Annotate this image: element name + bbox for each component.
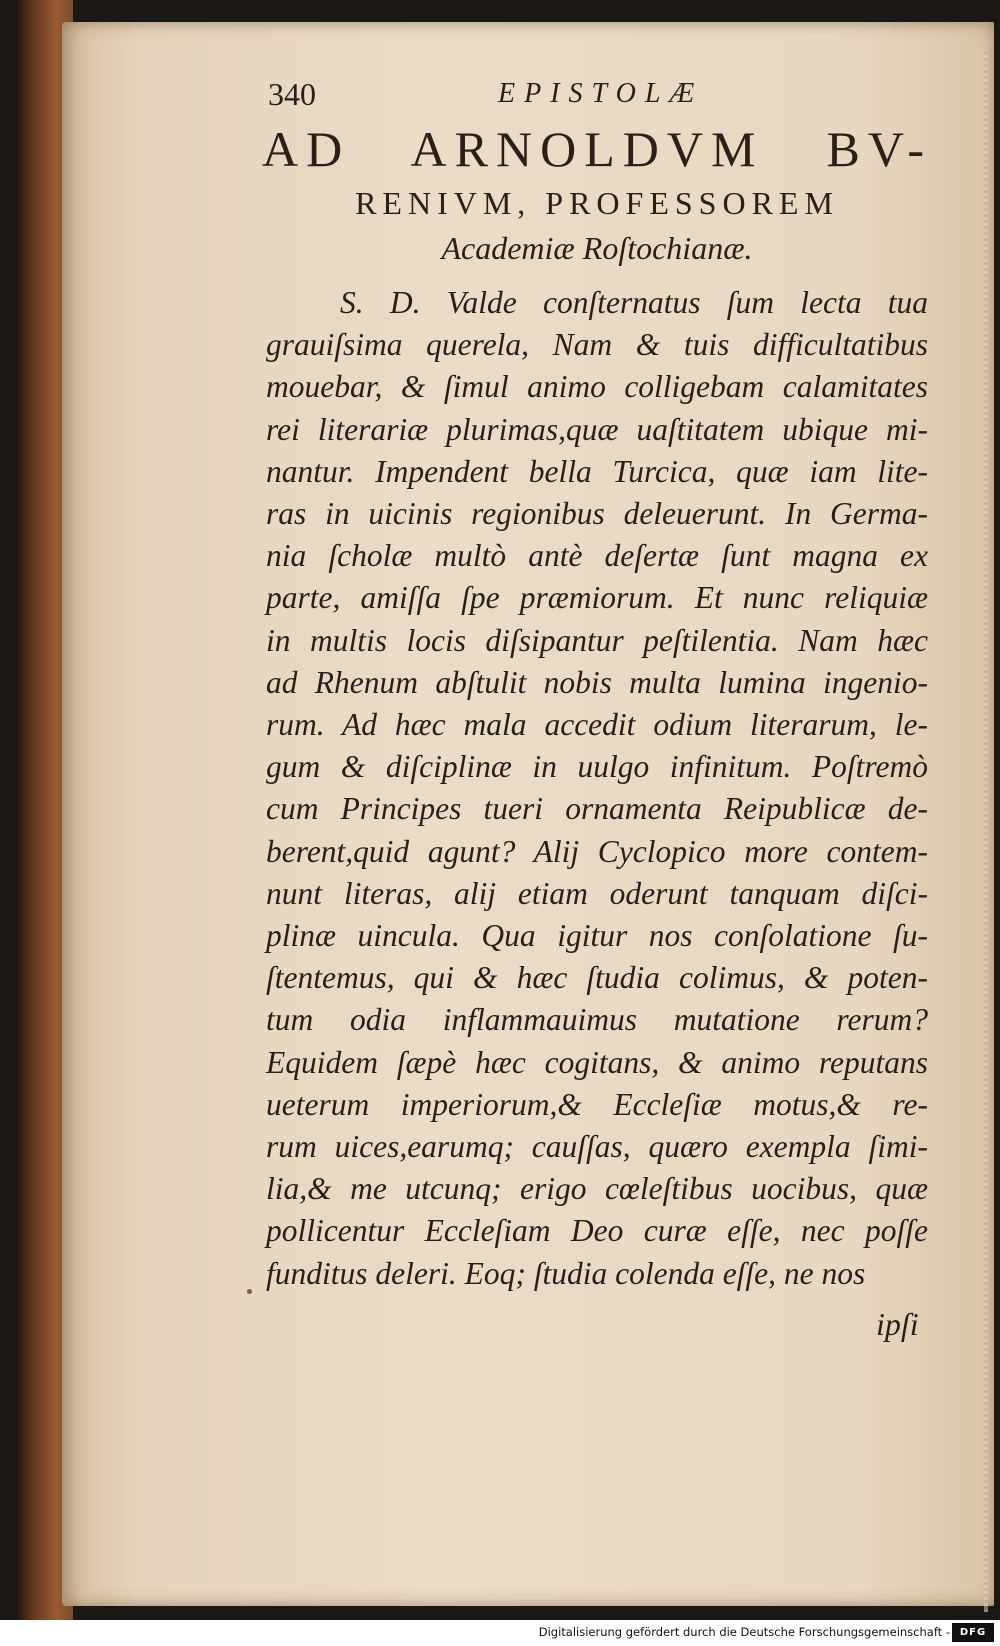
text-line: nunt literas, alij etiam oderunt tanquam diſci- — [266, 875, 928, 911]
text-line: rei literariæ plurimas,quæ uaſtitatem ubique mi- — [266, 411, 928, 447]
text-line: in multis locis diſsipantur peſtilentia. Nam hæc — [266, 622, 928, 658]
heading-line-3: Academiæ Roſtochianæ. — [441, 230, 753, 266]
text-line: rum. Ad hæc mala accedit odium literarum, le- — [266, 707, 928, 743]
text-line: plinæ uincula. Qua igitur nos conſolatione ſu- — [266, 918, 928, 954]
text-line: S. D. Valde conſternatus ſum lecta tua — [340, 285, 928, 320]
running-title: EPISTOLÆ — [498, 78, 704, 109]
heading-line-1: AD ARNOLDVM BV- — [262, 121, 932, 177]
running-head — [268, 76, 928, 116]
heading-line-2: RENIVM, PROFESSOREM — [355, 185, 839, 221]
catchword: ipſi — [876, 1306, 919, 1342]
text-line: pollicentur Eccleſiam Deo curæ eſſe, nec poſſe — [266, 1213, 928, 1249]
text-line: gum & diſciplinæ in uulgo infinitum. Poſtremò — [266, 749, 928, 785]
text-line: berent,quid agunt? Alij Cyclopico more contem- — [266, 833, 928, 869]
text-line: tum odia inflammauimus mutatione rerum? — [266, 1002, 928, 1038]
text-line: funditus deleri. Eoq; ſtudia colenda eſſe, ne nos — [266, 1255, 866, 1291]
dfg-logo-icon: DFG — [952, 1623, 994, 1642]
text-line: ras in uicinis regionibus deleuerunt. In Germa- — [266, 496, 928, 532]
text-line: ueterum imperiorum,& Eccleſiæ motus,& re- — [266, 1086, 928, 1122]
text-line: rum uices,earumq; cauſſas, quæro exempla ſimi- — [266, 1129, 928, 1165]
text-line: Equidem ſæpè hæc cogitans, & animo reputans — [266, 1044, 928, 1080]
text-line: nia ſcholæ multò antè deſertæ ſunt magna ex — [266, 538, 928, 574]
letter-heading — [262, 120, 932, 270]
footer-bar — [0, 1620, 1000, 1646]
text-line: ſtentemus, qui & hæc ſtudia colimus, & poten- — [266, 960, 928, 996]
text-line: ad Rhenum abſtulit nobis multa lumina ingenio- — [266, 664, 928, 700]
text-line: lia,& me utcunq; erigo cœleſtibus uocibus, quæ — [266, 1171, 928, 1207]
page-number: 340 — [268, 76, 316, 112]
funding-credit: Digitalisierung gefördert durch die Deutsche Forschungsgemeinschaft - — [538, 1625, 950, 1639]
letter-body — [266, 282, 928, 1295]
text-line: nantur. Impendent bella Turcica, quæ iam lite- — [266, 453, 928, 489]
text-line: mouebar, & ſimul animo colligebam calamitates — [266, 369, 928, 405]
text-line: parte, amiſſa ſpe præmiorum. Et nunc reliquiæ — [266, 580, 928, 616]
ink-blemish — [247, 1289, 252, 1294]
text-line: grauiſsima querela, Nam & tuis difficultatibus — [266, 327, 928, 363]
text-line: cum Principes tueri ornamenta Reipublicæ de- — [266, 791, 928, 827]
page-edge — [984, 52, 988, 1612]
